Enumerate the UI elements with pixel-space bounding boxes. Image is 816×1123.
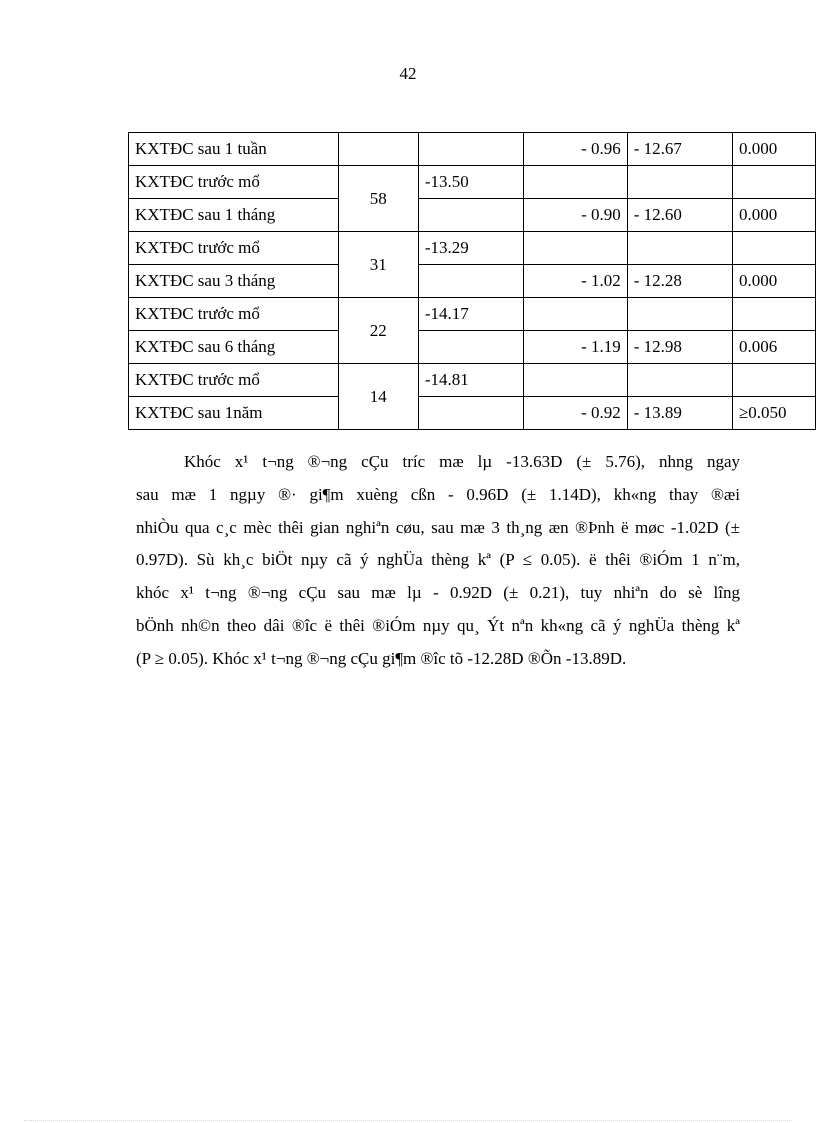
preop-value-cell (418, 265, 523, 298)
row-label: KXTĐC sau 1 tháng (129, 199, 339, 232)
row-label: KXTĐC trước mổ (129, 166, 339, 199)
page-bottom-divider (24, 1120, 792, 1121)
paragraph-line: nhiÒu qua c¸c mèc thêi gian nghiªn cøu, sau mæ 3 th¸ng æn ®Þnh ë møc -1.02D (± (136, 517, 740, 537)
postop-value-cell (523, 364, 627, 397)
postop-value-cell: - 1.19 (523, 331, 627, 364)
postop-value-cell (523, 166, 627, 199)
row-label: KXTĐC sau 3 tháng (129, 265, 339, 298)
difference-cell: - 12.67 (627, 133, 732, 166)
difference-cell: - 12.60 (627, 199, 732, 232)
paragraph-line: (P ≥ 0.05). Khóc x¹ t¬ng ®¬ng cÇu gi¶m ®îc tõ -12.28D ®Õn -13.89D. (136, 648, 627, 668)
p-value-cell (732, 166, 815, 199)
difference-cell (627, 364, 732, 397)
difference-cell (627, 298, 732, 331)
p-value-cell: 0.006 (732, 331, 815, 364)
preop-value-cell: -14.17 (418, 298, 523, 331)
page-number: 42 (399, 64, 417, 83)
table-row (129, 232, 816, 265)
difference-cell: - 12.28 (627, 265, 732, 298)
postop-value-cell: - 0.92 (523, 397, 627, 430)
postop-value-cell: - 1.02 (523, 265, 627, 298)
sample-size-cell: 31 (338, 232, 418, 298)
preop-value-cell (418, 331, 523, 364)
difference-cell: - 12.98 (627, 331, 732, 364)
preop-value-cell: -14.81 (418, 364, 523, 397)
paragraph-line: Khóc x¹ t¬ng ®¬ng cÇu tríc mæ lµ -13.63D (± 5.76), nhng ngay (184, 452, 740, 471)
p-value-cell: ≥0.050 (732, 397, 815, 430)
postop-value-cell: - 0.90 (523, 199, 627, 232)
results-table (128, 132, 816, 430)
table-row (129, 331, 816, 364)
row-label: KXTĐC sau 6 tháng (129, 331, 339, 364)
p-value-cell (732, 364, 815, 397)
p-value-cell: 0.000 (732, 265, 815, 298)
preop-value-cell: -13.50 (418, 166, 523, 199)
p-value-cell (732, 298, 815, 331)
sample-size-cell: 22 (338, 298, 418, 364)
table-row (129, 133, 816, 166)
table-row (129, 199, 816, 232)
postop-value-cell (523, 298, 627, 331)
row-label: KXTĐC trước mổ (129, 364, 339, 397)
table-row (129, 298, 816, 331)
p-value-cell: 0.000 (732, 133, 815, 166)
paragraph-line: sau mæ 1 ngµy ®· gi¶m xuèng cßn - 0.96D (± 1.14D), kh«ng thay ®æi (136, 484, 740, 504)
table-row (129, 364, 816, 397)
postop-value-cell (523, 232, 627, 265)
preop-value-cell (418, 199, 523, 232)
row-label: KXTĐC sau 1năm (129, 397, 339, 430)
table-row (129, 397, 816, 430)
row-label: KXTĐC sau 1 tuần (129, 133, 339, 166)
p-value-cell: 0.000 (732, 199, 815, 232)
p-value-cell (732, 232, 815, 265)
difference-cell (627, 166, 732, 199)
row-label: KXTĐC trước mổ (129, 298, 339, 331)
body-paragraph (136, 446, 740, 676)
postop-value-cell: - 0.96 (523, 133, 627, 166)
paragraph-line: khóc x¹ t¬ng ®¬ng cÇu sau mæ lµ - 0.92D (± 0.21), tuy nhiªn do sè lîng (136, 583, 740, 603)
paragraph-line: 0.97D). Sù kh¸c biÖt nµy cã ý nghÜa thèng kª (P ≤ 0.05). ë thêi ®iÓm 1 n¨m, (136, 550, 740, 570)
table-row (129, 265, 816, 298)
sample-size-cell: 58 (338, 166, 418, 232)
preop-value-cell (418, 397, 523, 430)
sample-size-cell: 14 (338, 364, 418, 430)
preop-value-cell (418, 133, 523, 166)
table-row (129, 166, 816, 199)
paragraph-line: bÖnh nh©n theo dâi ®îc ë thêi ®iÓm nµy qu¸ Ýt nªn kh«ng cã ý nghÜa thèng kª (136, 615, 740, 635)
difference-cell: - 13.89 (627, 397, 732, 430)
preop-value-cell: -13.29 (418, 232, 523, 265)
difference-cell (627, 232, 732, 265)
row-label: KXTĐC trước mổ (129, 232, 339, 265)
sample-size-cell (338, 133, 418, 166)
